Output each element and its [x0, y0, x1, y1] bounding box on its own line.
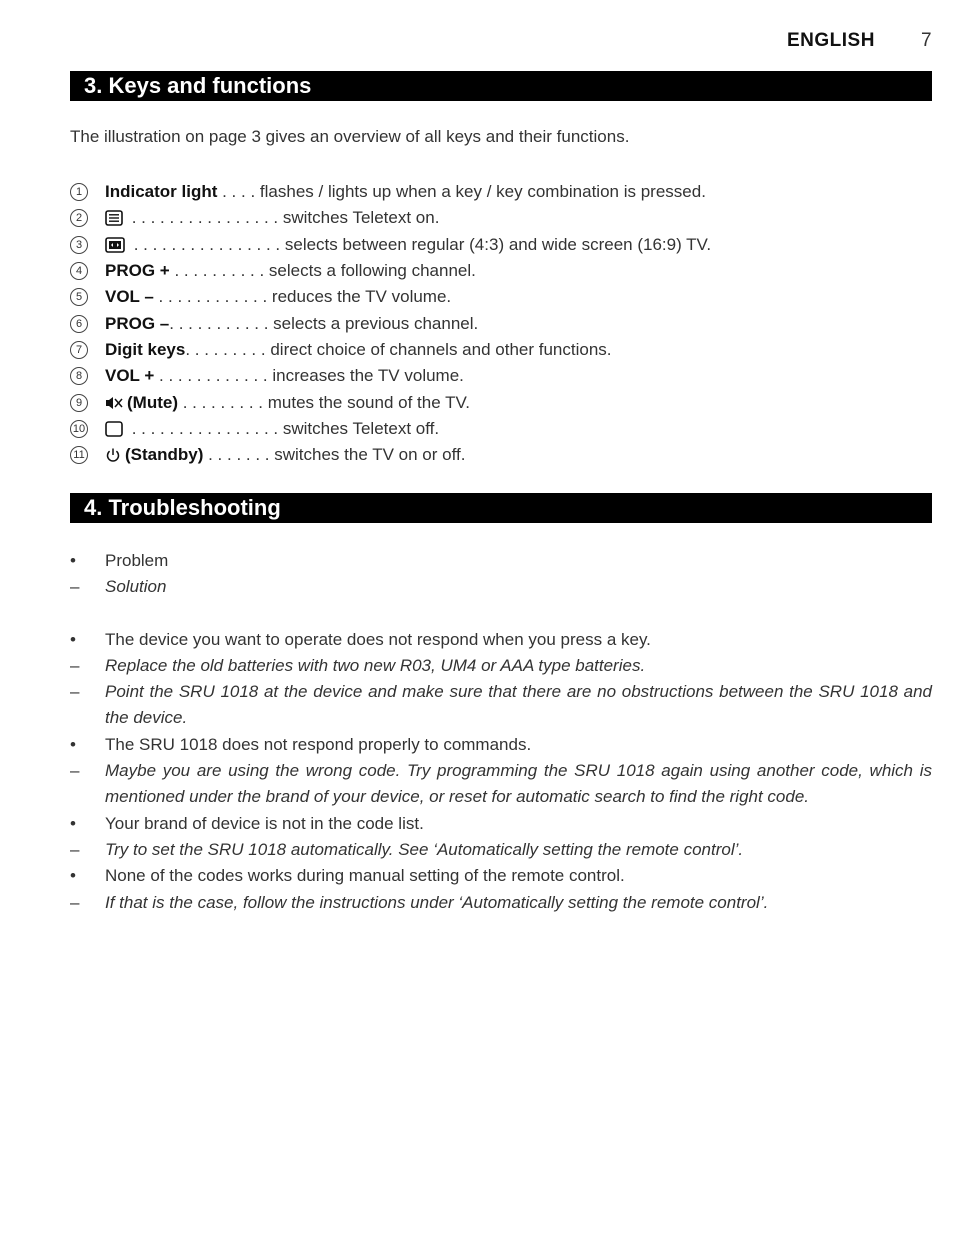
leader-dots: . . . . . . .: [203, 445, 275, 465]
dash: –: [70, 577, 80, 597]
problem-item: [70, 732, 932, 758]
bullet: •: [70, 551, 76, 570]
key-item: [70, 310, 930, 336]
leader-dots: . . . . . . . . . . . .: [154, 366, 273, 386]
language-label: ENGLISH: [787, 30, 875, 51]
key-description: flashes / lights up when a key / key combination is pressed.: [259, 182, 706, 202]
solution-item: [70, 890, 932, 916]
solution-item: [70, 653, 932, 679]
dash: –: [70, 682, 80, 702]
mute-icon: [105, 395, 123, 411]
item-number: 6: [70, 315, 88, 333]
solution-item: [70, 837, 932, 863]
item-number: 4: [70, 262, 88, 280]
key-name: VOL –: [105, 287, 154, 307]
legend-solution: [70, 574, 932, 600]
troubleshooting-list: [70, 548, 932, 916]
legend-problem-text: Problem: [105, 551, 169, 570]
key-item: [70, 442, 930, 468]
section-title-troubleshooting: 4. Troubleshooting: [70, 493, 932, 523]
dash: –: [70, 761, 80, 781]
key-description: switches the TV on or off.: [274, 445, 466, 465]
bullet: •: [70, 866, 76, 886]
problem-item: [70, 811, 932, 837]
bullet: •: [70, 813, 76, 833]
bullet: •: [70, 734, 76, 754]
key-description: reduces the TV volume.: [271, 287, 452, 307]
item-number: 9: [70, 394, 88, 412]
leader-dots: . . . . . . . . . .: [169, 261, 269, 281]
item-number: 3: [70, 236, 88, 254]
key-item: [70, 258, 930, 284]
problem-text: None of the codes works during manual setting of the remote control.: [105, 866, 625, 886]
key-item: [70, 232, 930, 258]
problem-text: The device you want to operate does not respond when you press a key.: [105, 629, 651, 649]
leader-dots: . . . . . . . . . . . .: [153, 287, 272, 307]
leader-dots: . . . . . . . . . . . . . . . .: [127, 208, 283, 228]
problem-text: The SRU 1018 does not respond properly to commands.: [105, 734, 532, 754]
key-item: [70, 284, 930, 310]
wide-screen-icon: [105, 237, 125, 253]
solution-text: If that is the case, follow the instructions under ‘Automatically setting the remote control’.: [105, 892, 769, 912]
key-description: selects a previous channel.: [273, 313, 479, 333]
key-name: Digit keys: [105, 339, 186, 359]
key-description: increases the TV volume.: [272, 366, 464, 386]
leader-dots: . . . .: [217, 182, 260, 202]
solution-text: Maybe you are using the wrong code. Try programming the SRU 1018 again using another code, which is mentioned under the brand of your device, or reset for automatic search to find the right code.: [105, 761, 932, 807]
leader-dots: . . . . . . . . .: [185, 339, 271, 359]
problem-text: Your brand of device is not in the code list.: [105, 813, 424, 833]
key-name: (Mute): [127, 392, 178, 412]
leader-dots: . . . . . . . . . . . . . . . .: [129, 234, 285, 254]
key-item: [70, 416, 930, 442]
intro-text: The illustration on page 3 gives an overview of all keys and their functions.: [70, 127, 630, 146]
dash: –: [70, 655, 80, 675]
bullet: •: [70, 629, 76, 649]
key-description: switches Teletext off.: [282, 418, 440, 438]
key-description: mutes the sound of the TV.: [267, 392, 470, 412]
legend-solution-text: Solution: [105, 577, 167, 597]
solution-text: Try to set the SRU 1018 automatically. See ‘Automatically setting the remote control’.: [105, 839, 744, 859]
key-item: [70, 337, 930, 363]
item-number: 10: [70, 420, 88, 438]
item-number: 2: [70, 209, 88, 227]
problem-item: [70, 627, 932, 653]
key-name: (Standby): [125, 445, 204, 465]
key-item: [70, 389, 930, 415]
key-item: [70, 205, 930, 231]
solution-item: [70, 758, 932, 811]
key-description: direct choice of channels and other functions.: [270, 339, 612, 359]
key-description: switches Teletext on.: [282, 208, 440, 228]
teletext-off-icon: [105, 421, 123, 437]
section-title-keys: 3. Keys and functions: [70, 71, 932, 101]
leader-dots: . . . . . . . . . . . . . . . .: [127, 418, 283, 438]
keys-list: [70, 179, 930, 468]
key-description: selects a following channel.: [268, 261, 476, 281]
key-name: Indicator light: [105, 182, 218, 202]
dash: –: [70, 839, 80, 859]
key-item: [70, 363, 930, 389]
solution-text: Point the SRU 1018 at the device and make sure that there are no obstructions between the SRU 1018 and the device.: [105, 682, 932, 728]
page-number: 7: [921, 30, 932, 51]
key-name: PROG +: [105, 261, 170, 281]
solution-text: Replace the old batteries with two new R03, UM4 or AAA type batteries.: [105, 655, 646, 675]
problem-item: [70, 863, 932, 889]
key-description: selects between regular (4:3) and wide screen (16:9) TV.: [284, 234, 712, 254]
teletext-on-icon: [105, 210, 123, 226]
key-item: [70, 179, 930, 205]
leader-dots: . . . . . . . . .: [177, 392, 268, 412]
item-number: 5: [70, 288, 88, 306]
item-number: 7: [70, 341, 88, 359]
dash: –: [70, 892, 80, 912]
item-number: 1: [70, 183, 88, 201]
item-number: 11: [70, 446, 88, 464]
leader-dots: . . . . . . . . . . .: [169, 313, 274, 333]
item-number: 8: [70, 367, 88, 385]
legend-problem: [70, 548, 932, 574]
key-name: VOL +: [105, 366, 155, 386]
key-name: PROG –: [105, 313, 170, 333]
solution-item: [70, 679, 932, 732]
standby-icon: [105, 447, 121, 463]
